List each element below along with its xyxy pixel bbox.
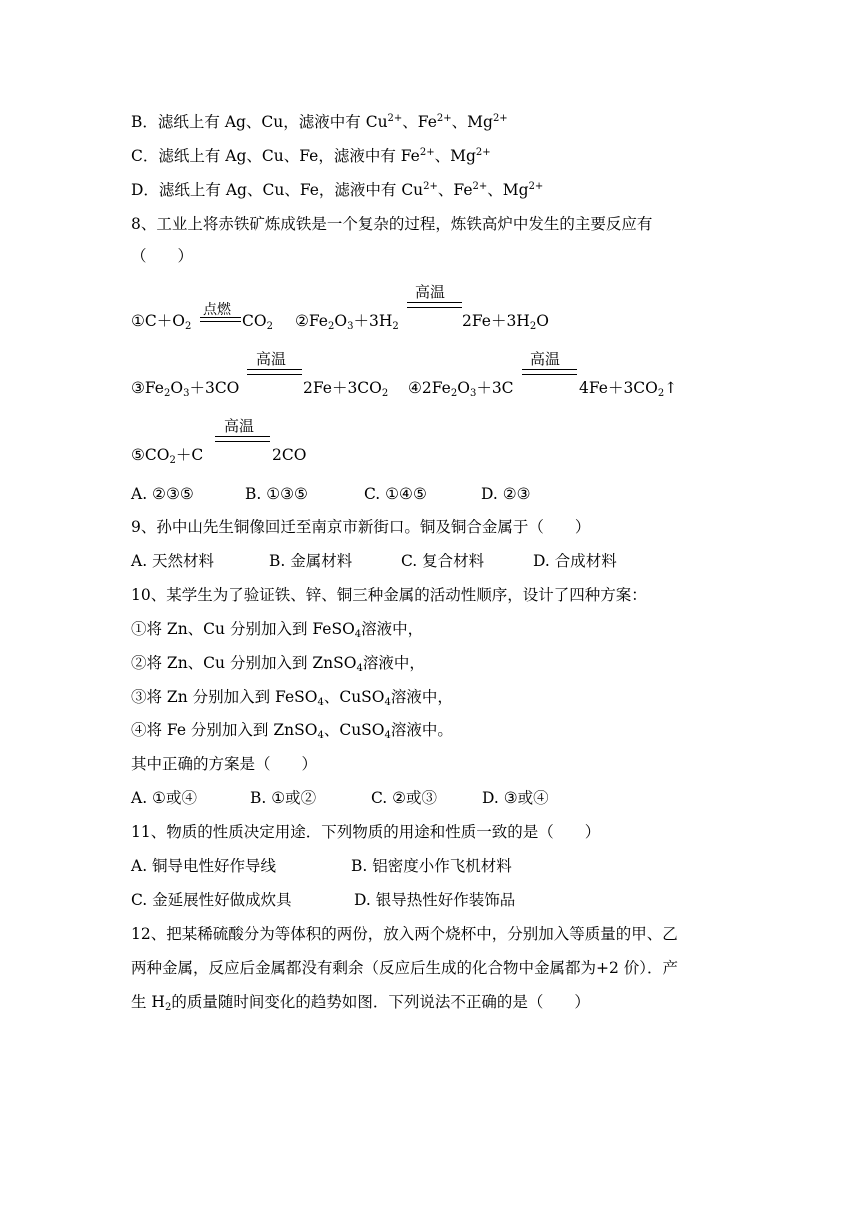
q9-option-a: A. 天然材料 [131, 552, 215, 570]
q10-plan-4: ④将 Fe 分别加入到 ZnSO$_4$、CuSO$_4$溶液中。 [131, 721, 453, 741]
q7-option-c: C．滤纸上有 Ag、Cu、Fe，滤液中有 $Fe^{2+}$、$Mg^{2+}$ [131, 147, 491, 165]
q8-reaction-5-condition: 高温 [224, 417, 255, 435]
q8-reaction-1-right: $CO_2$ [242, 312, 273, 332]
q8-reaction-3-condition: 高温 [256, 350, 287, 368]
q8-stem-line1: 8、工业上将赤铁矿炼成铁是一个复杂的过程，炼铁高炉中发生的主要反应有 [131, 215, 653, 233]
q10-plan-1: ①将 Zn、Cu 分别加入到 FeSO$_4$溶液中， [131, 620, 424, 640]
q8-reaction-3-right: $2Fe+3CO_2$ [303, 379, 389, 399]
q10-option-d: D. ③或④ [482, 789, 549, 807]
q8-reaction-4-condition: 高温 [530, 350, 561, 368]
q10-ask: 其中正确的方案是（ ） [131, 755, 318, 773]
q8-reaction-2-left: $②Fe_2O_3+3H_2$ [295, 312, 399, 332]
q8-reaction-2-right: $2Fe+3H_2O$ [462, 312, 549, 332]
q10-option-c: C. ②或③ [371, 789, 438, 807]
q8-reaction-5-equals [215, 436, 270, 442]
q8-option-a: A. ②③⑤ [131, 485, 194, 503]
q8-reaction-4-equals [522, 369, 577, 375]
q11-option-b: B. 铝密度小作飞机材料 [351, 857, 512, 875]
q10-option-b: B. ①或② [250, 789, 317, 807]
q11-option-d: D. 银导热性好作装饰品 [354, 891, 516, 909]
q8-reaction-1-condition: 点燃 [203, 302, 231, 318]
q10-plan-3: ③将 Zn 分别加入到 FeSO$_4$、CuSO$_4$溶液中， [131, 688, 453, 708]
q12-stem-line3: 生 $H_2$的质量随时间变化的趋势如图．下列说法不正确的是（ ） [131, 993, 590, 1013]
q7-option-d: D．滤纸上有 Ag、Cu、Fe，滤液中有 $Cu^{2+}$、$Fe^{2+}$、$Mg^{2+}$ [131, 181, 544, 199]
q8-reaction-1-equals [200, 317, 241, 322]
q8-option-b: B. ①③⑤ [245, 485, 308, 503]
q8-reaction-2-condition: 高温 [415, 283, 446, 301]
q8-reaction-5-right: 2CO [272, 446, 307, 464]
q10-option-a: A. ①或④ [131, 789, 197, 807]
q8-option-c: C. ①④⑤ [364, 485, 427, 503]
q9-option-b: B. 金属材料 [269, 552, 353, 570]
q8-reaction-3-equals [247, 369, 302, 375]
q7-option-b: B．滤纸上有 Ag、Cu，滤液中有 $Cu^{2+}$、$Fe^{2+}$、$Mg^{2+}$ [131, 113, 508, 131]
q8-stem-line2: （ ） [131, 247, 194, 265]
q11-stem: 11、物质的性质决定用途．下列物质的用途和性质一致的是（ ） [131, 823, 601, 841]
q11-option-a: A. 铜导电性好作导线 [131, 857, 277, 875]
q8-reaction-5-left: $⑤CO_2+C$ [131, 446, 204, 466]
q12-stem-line1: 12、把某稀硫酸分为等体积的两份，放入两个烧杯中，分别加入等质量的甲、乙 [131, 925, 678, 943]
q8-reaction-4-left: $④2Fe_2O_3+3C$ [408, 379, 514, 399]
q8-reaction-2-equals [407, 302, 462, 308]
q8-reaction-3-left: $③Fe_2O_3+3CO$ [131, 379, 240, 399]
q9-option-c: C. 复合材料 [401, 552, 485, 570]
q12-stem-line2: 两种金属，反应后金属都没有剩余（反应后生成的化合物中金属都为+2 价）．产 [131, 959, 679, 977]
q8-option-d: D. ②③ [481, 485, 531, 503]
q8-reaction-1-left: $①C+O_2$ [131, 312, 192, 332]
q10-stem: 10、某学生为了验证铁、锌、铜三种金属的活动性顺序，设计了四种方案： [131, 586, 647, 604]
q8-reaction-4-right: $4Fe+3CO_2↑$ [579, 379, 678, 399]
q9-stem: 9、孙中山先生铜像回迁至南京市新街口。铜及铜合金属于（ ） [131, 518, 591, 536]
q11-option-c: C. 金延展性好做成炊具 [131, 891, 292, 909]
q10-plan-2: ②将 Zn、Cu 分别加入到 ZnSO$_4$溶液中， [131, 654, 425, 674]
q9-option-d: D. 合成材料 [533, 552, 617, 570]
